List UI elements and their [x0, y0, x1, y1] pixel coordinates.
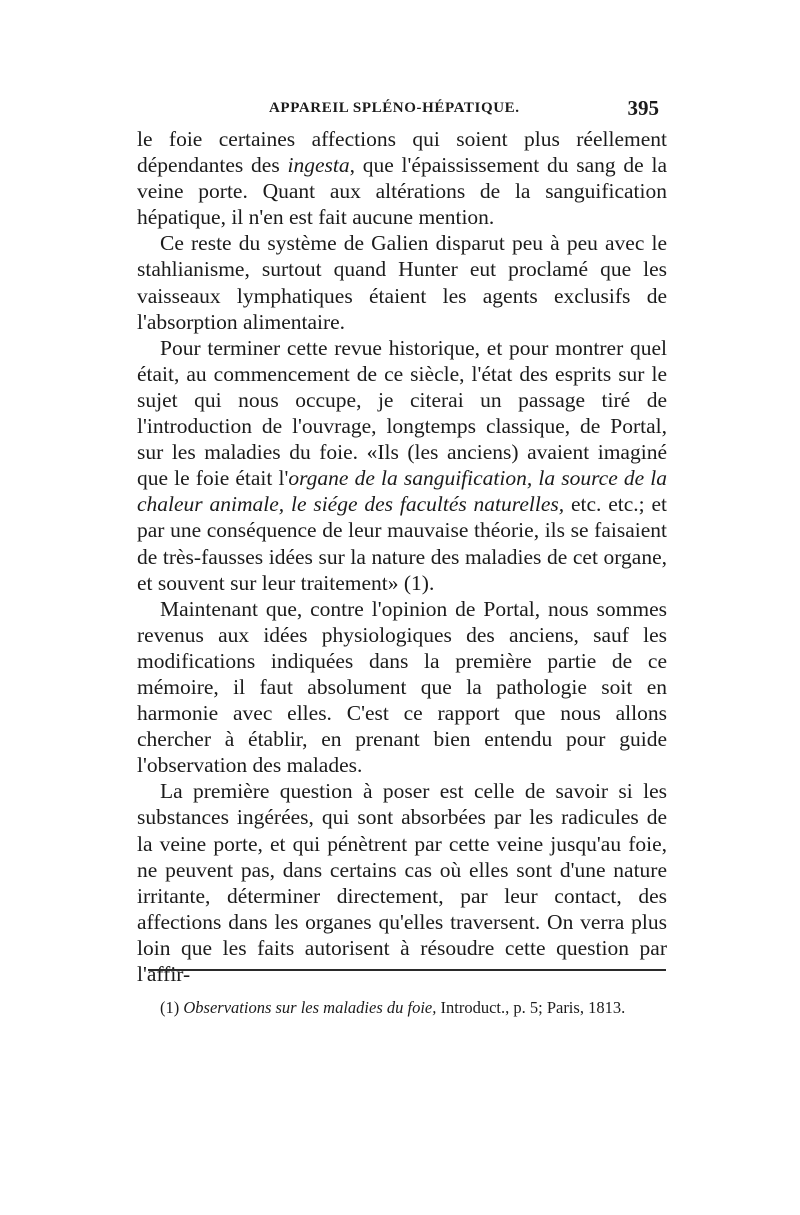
text-run: Ce reste du système de Galien disparut peu à peu avec le stahlianisme, surtout quand Hunter eut proclamé que les vaisseaux lymphatiques étaient les agents exclusifs de l'absorption alimentaire.	[137, 231, 667, 334]
page-header	[137, 96, 667, 122]
paragraph	[137, 335, 667, 596]
paragraph	[137, 126, 667, 230]
text-run: (1)	[160, 998, 184, 1017]
text-run: Pour terminer cette revue historique, et pour montrer quel était, au commencement de ce siècle, l'état des esprits sur le sujet qui nous occupe, je citerai un passage tiré de l'introduction de l'ouvrage, longtemps classique, de Portal, sur les maladies du foie. «Ils (les anciens) avaient imaginé que le foie était l'	[137, 335, 667, 491]
paragraph	[137, 596, 667, 779]
footnote-rule	[148, 969, 666, 971]
body-text	[137, 126, 667, 987]
text-run: le foie certaines affections qui soient plus réellement dépendantes des	[137, 127, 667, 178]
paragraph	[137, 230, 667, 334]
text-run: Introduct., p. 5; Paris, 1813.	[436, 998, 626, 1017]
footnote-text	[160, 998, 625, 1017]
text-run: Maintenant que, contre l'opinion de Portal, nous sommes revenus aux idées physiologiques des anciens, sauf les modifications indiquées dans la première partie de ce mémoire, il faut absolument que la pathologie soit en harmonie avec elles. C'est ce rapport que nous allons chercher à établir, en prenant bien entendu pour guide l'observation des malades.	[137, 596, 667, 778]
text-run: La première question à poser est celle de savoir si les substances ingérées, qui sont absorbées par les radicules de la veine porte, et qui pénètrent par cette veine jusqu'au foie, ne peuvent pas, dans certains cas où elles sont d'une nature irritante, déterminer directement, par leur contact, des affections dans les organes qu'elles traversent. On verra plus loin que les faits autorisent à résoudre cette question par l'affir-	[137, 779, 667, 986]
footnote	[142, 997, 666, 1018]
running-head: APPAREIL SPLÉNO-HÉPATIQUE.	[269, 100, 520, 116]
italic-text: Observations sur les maladies du foie,	[183, 998, 437, 1017]
page-number: 395	[627, 96, 659, 120]
paragraph	[137, 778, 667, 987]
italic-text: ingesta	[287, 153, 350, 178]
italic-text: organe de la sanguification, la source de la chaleur animale, le siége des facultés naturelles,	[137, 466, 667, 517]
text-run: , que l'épaississement du sang de la veine porte. Quant aux altérations de la sanguification hépatique, il n'en est fait aucune mention.	[137, 153, 668, 230]
text-run: etc. etc.; et par une conséquence de leur mauvaise théorie, ils se faisaient de très-fausses idées sur la nature des maladies de cet organe, et souvent sur leur traitement» (1).	[137, 492, 668, 595]
